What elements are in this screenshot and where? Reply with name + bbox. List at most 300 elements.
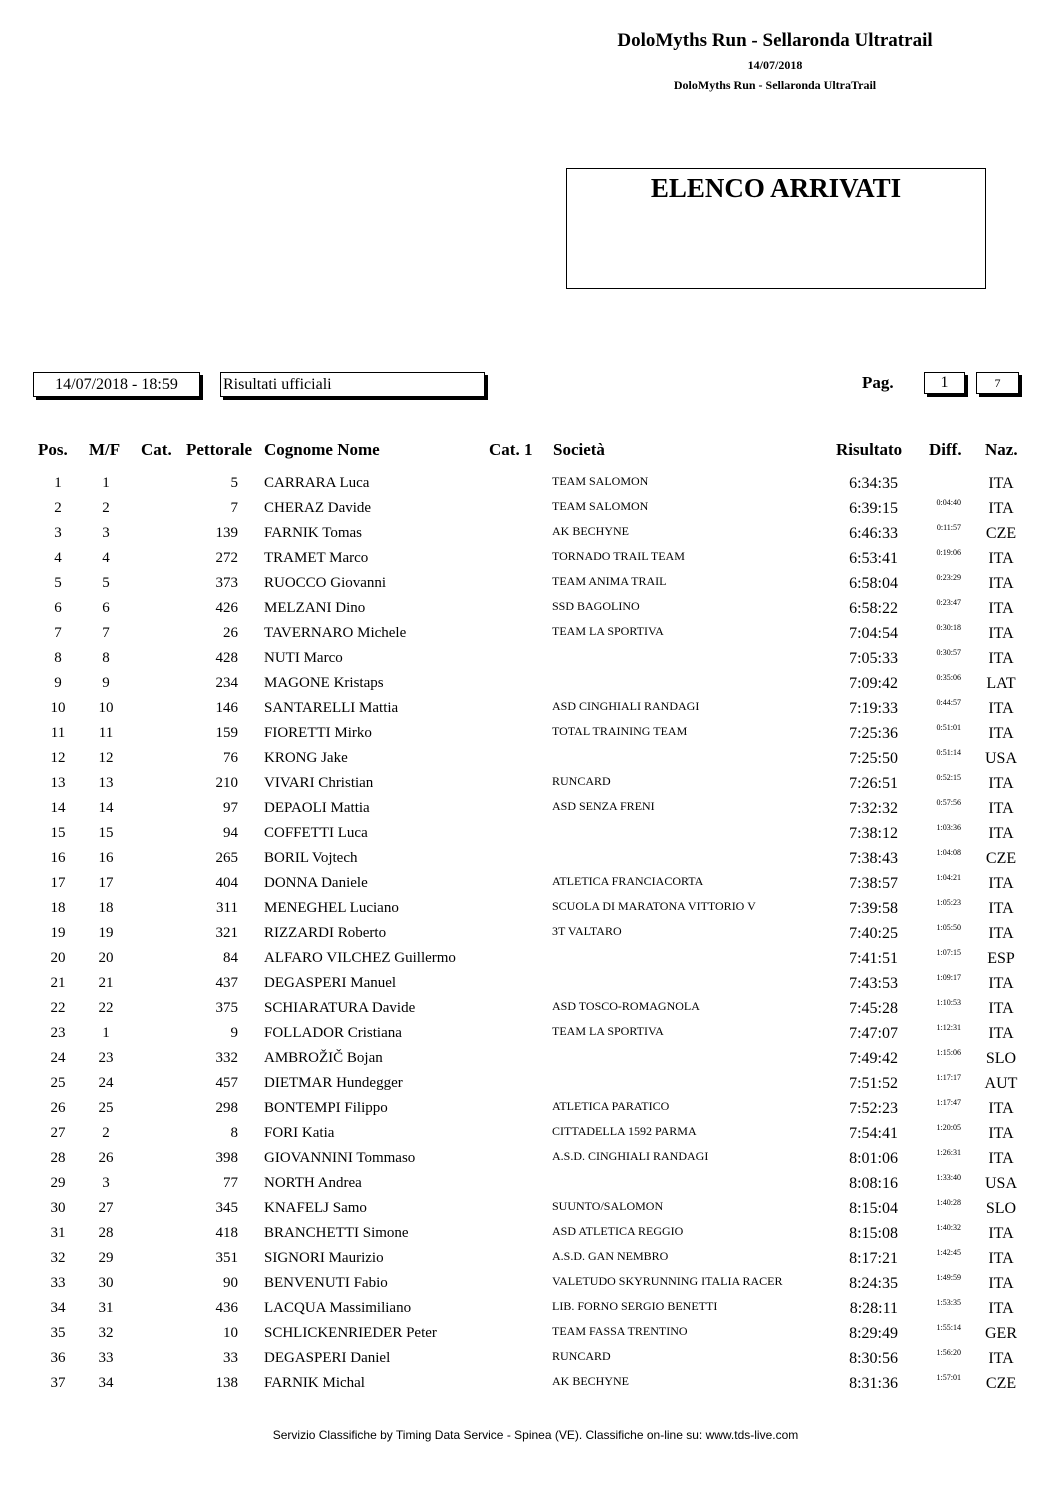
table-row (0, 822, 1059, 847)
cell-name: ALFARO VILCHEZ Guillermo (264, 950, 456, 966)
cell-name: KRONG Jake (264, 750, 348, 766)
cell-time: 6:39:15 (849, 500, 898, 517)
col-header-bib: Pettorale (186, 440, 253, 459)
cell-name: DEGASPERI Daniel (264, 1350, 391, 1366)
cell-mf: 5 (102, 575, 110, 591)
datetime-box: 14/07/2018 - 18:59 (33, 372, 200, 397)
cell-naz: ITA (988, 975, 1014, 992)
cell-time: 7:39:58 (849, 900, 898, 917)
cell-name: BENVENUTI Fabio (264, 1275, 388, 1291)
cell-naz: USA (984, 750, 1017, 767)
cell-time: 7:51:52 (849, 1075, 898, 1092)
cell-pos: 24 (50, 1050, 66, 1066)
cell-diff: 0:30:57 (936, 648, 961, 657)
cell-mf: 8 (102, 650, 110, 666)
cell-bib: 321 (215, 925, 238, 941)
cell-mf: 22 (98, 1000, 114, 1016)
cell-time: 8:15:04 (849, 1200, 898, 1217)
cell-diff: 1:40:32 (936, 1223, 961, 1232)
cell-club: RUNCARD (552, 1349, 611, 1363)
cell-bib: 139 (215, 525, 238, 541)
cell-time: 7:54:41 (849, 1125, 898, 1142)
cell-diff: 0:11:57 (936, 523, 961, 532)
cell-name: TAVERNARO Michele (264, 625, 407, 641)
cell-time: 7:52:23 (849, 1100, 898, 1117)
cell-diff: 1:55:14 (936, 1323, 961, 1332)
cell-diff: 1:05:50 (936, 923, 961, 932)
table-row (0, 597, 1059, 622)
cell-pos: 25 (50, 1075, 66, 1091)
cell-name: FORI Katia (264, 1125, 335, 1141)
cell-name: DEGASPERI Manuel (264, 975, 397, 991)
cell-naz: ITA (988, 1100, 1014, 1117)
cell-name: KNAFELJ Samo (264, 1200, 367, 1216)
col-header-club: Società (553, 440, 605, 459)
cell-naz: ITA (988, 875, 1014, 892)
cell-pos: 12 (50, 750, 66, 766)
cell-mf: 34 (98, 1375, 114, 1391)
cell-diff: 1:40:28 (936, 1198, 961, 1207)
cell-bib: 146 (215, 700, 238, 716)
cell-mf: 27 (98, 1200, 114, 1216)
cell-mf: 20 (98, 950, 114, 966)
cell-naz: ITA (988, 1225, 1014, 1242)
table-row (0, 522, 1059, 547)
cell-pos: 21 (50, 975, 66, 991)
cell-pos: 18 (50, 900, 66, 916)
cell-diff: 0:51:14 (936, 748, 961, 757)
cell-bib: 298 (215, 1100, 238, 1116)
cell-pos: 1 (54, 475, 62, 491)
cell-bib: 94 (223, 825, 238, 841)
cell-time: 7:38:12 (849, 825, 898, 842)
cell-pos: 30 (50, 1200, 66, 1216)
cell-club: ATLETICA FRANCIACORTA (552, 874, 704, 888)
cell-diff: 1:04:21 (936, 873, 961, 882)
table-row (0, 547, 1059, 572)
cell-diff: 1:10:53 (936, 998, 961, 1007)
cell-mf: 17 (98, 875, 114, 891)
cell-bib: 398 (215, 1150, 238, 1166)
cell-diff: 1:56:20 (936, 1348, 961, 1357)
cell-name: BRANCHETTI Simone (264, 1225, 409, 1241)
table-row (0, 1347, 1059, 1372)
cell-naz: CZE (985, 525, 1017, 542)
cell-diff: 1:53:35 (936, 1298, 961, 1307)
cell-naz: CZE (985, 850, 1017, 867)
list-title: ELENCO ARRIVATI (650, 173, 902, 203)
table-row (0, 747, 1059, 772)
cell-bib: 437 (215, 975, 238, 991)
cell-time: 8:15:08 (849, 1225, 898, 1242)
cell-naz: ITA (988, 700, 1014, 717)
cell-club: TEAM SALOMON (552, 499, 649, 513)
cell-club: TOTAL TRAINING TEAM (552, 724, 688, 738)
cell-diff: 1:15:06 (936, 1048, 961, 1057)
cell-name: AMBROŽIČ Bojan (264, 1050, 383, 1066)
event-title: DoloMyths Run - Sellaronda Ultratrail (617, 30, 933, 51)
cell-mf: 14 (98, 800, 114, 816)
cell-club: VALETUDO SKYRUNNING ITALIA RACER (552, 1274, 783, 1288)
cell-diff: 0:52:15 (936, 773, 961, 782)
cell-diff: 1:03:36 (936, 823, 961, 832)
cell-mf: 1 (102, 1025, 110, 1041)
cell-bib: 426 (215, 600, 238, 616)
cell-name: BONTEMPI Filippo (264, 1100, 388, 1116)
cell-diff: 1:17:17 (936, 1073, 961, 1082)
cell-mf: 29 (98, 1250, 114, 1266)
cell-diff: 0:23:29 (936, 573, 961, 582)
table-row (0, 1372, 1059, 1397)
cell-naz: LAT (986, 675, 1016, 692)
cell-club: CITTADELLA 1592 PARMA (552, 1124, 697, 1138)
table-row (0, 972, 1059, 997)
cell-name: NUTI Marco (264, 650, 343, 666)
table-row (0, 947, 1059, 972)
cell-pos: 8 (54, 650, 62, 666)
cell-diff: 0:23:47 (936, 598, 961, 607)
cell-club: A.S.D. GAN NEMBRO (552, 1249, 669, 1263)
cell-pos: 3 (54, 525, 62, 541)
cell-name: LACQUA Massimiliano (264, 1300, 412, 1316)
cell-club: ASD CINGHIALI RANDAGI (552, 699, 700, 713)
cell-diff: 1:09:17 (936, 973, 961, 982)
cell-time: 7:49:42 (849, 1050, 898, 1067)
cell-diff: 1:05:23 (936, 898, 961, 907)
col-header-cat1: Cat. 1 (489, 440, 533, 459)
cell-bib: 311 (216, 900, 238, 916)
cell-diff: 0:30:18 (936, 623, 961, 632)
cell-mf: 16 (98, 850, 114, 866)
cell-naz: SLO (985, 1200, 1017, 1217)
cell-mf: 4 (102, 550, 110, 566)
cell-naz: GER (985, 1325, 1017, 1342)
cell-naz: ITA (988, 550, 1014, 567)
cell-bib: 159 (215, 725, 238, 741)
cell-name: DONNA Daniele (264, 875, 368, 891)
cell-name: NORTH Andrea (264, 1175, 362, 1191)
cell-bib: 373 (215, 575, 238, 591)
cell-bib: 375 (215, 1000, 238, 1016)
cell-time: 7:40:25 (849, 925, 898, 942)
cell-bib: 76 (223, 750, 238, 766)
status-box: Risultati ufficiali (220, 372, 485, 397)
cell-club: TEAM FASSA TRENTINO (552, 1324, 688, 1338)
cell-naz: ITA (988, 1250, 1014, 1267)
table-row (0, 1072, 1059, 1097)
cell-name: VIVARI Christian (264, 775, 374, 791)
cell-naz: ITA (988, 650, 1014, 667)
cell-club: ASD ATLETICA REGGIO (552, 1224, 684, 1238)
cell-time: 6:53:41 (849, 550, 898, 567)
cell-mf: 25 (98, 1100, 114, 1116)
cell-name: SIGNORI Maurizio (264, 1250, 384, 1266)
cell-name: SANTARELLI Mattia (264, 700, 399, 716)
cell-name: RUOCCO Giovanni (264, 575, 387, 591)
table-row (0, 1147, 1059, 1172)
cell-bib: 265 (215, 850, 238, 866)
cell-mf: 10 (98, 700, 114, 716)
cell-name: GIOVANNINI Tommaso (264, 1150, 416, 1166)
table-row (0, 772, 1059, 797)
cell-bib: 7 (230, 500, 238, 516)
cell-mf: 24 (98, 1075, 114, 1091)
cell-mf: 15 (98, 825, 114, 841)
cell-mf: 32 (98, 1325, 114, 1341)
cell-pos: 20 (50, 950, 66, 966)
cell-diff: 0:51:01 (936, 723, 961, 732)
cell-time: 7:41:51 (849, 950, 898, 967)
cell-name: DEPAOLI Mattia (264, 800, 370, 816)
table-row (0, 1022, 1059, 1047)
cell-time: 8:08:16 (849, 1175, 898, 1192)
cell-naz: ITA (988, 725, 1014, 742)
cell-pos: 4 (54, 550, 62, 566)
cell-time: 8:30:56 (849, 1350, 898, 1367)
cell-diff: 1:17:47 (936, 1098, 961, 1107)
cell-time: 7:45:28 (849, 1000, 898, 1017)
cell-pos: 23 (50, 1025, 66, 1041)
cell-pos: 14 (50, 800, 66, 816)
cell-diff: 1:20:05 (936, 1123, 961, 1132)
table-row (0, 997, 1059, 1022)
cell-naz: ITA (988, 575, 1014, 592)
cell-club: A.S.D. CINGHIALI RANDAGI (552, 1149, 709, 1163)
cell-name: COFFETTI Luca (264, 825, 368, 841)
total-pages: 7 (976, 372, 1019, 394)
cell-time: 8:24:35 (849, 1275, 898, 1292)
cell-pos: 34 (50, 1300, 66, 1316)
table-row (0, 672, 1059, 697)
cell-diff: 1:42:45 (936, 1248, 961, 1257)
cell-mf: 18 (98, 900, 114, 916)
cell-naz: ITA (988, 1150, 1014, 1167)
cell-mf: 12 (98, 750, 114, 766)
cell-time: 7:47:07 (849, 1025, 898, 1042)
cell-pos: 11 (50, 725, 66, 741)
cell-pos: 16 (50, 850, 66, 866)
cell-mf: 26 (98, 1150, 114, 1166)
cell-mf: 23 (98, 1050, 114, 1066)
cell-club: LIB. FORNO SERGIO BENETTI (552, 1299, 718, 1313)
table-row (0, 572, 1059, 597)
table-row (0, 872, 1059, 897)
col-header-cat: Cat. (141, 440, 172, 459)
cell-naz: ITA (988, 1350, 1014, 1367)
cell-mf: 2 (102, 500, 110, 516)
event-subtitle: DoloMyths Run - Sellaronda UltraTrail (673, 78, 877, 92)
cell-bib: 457 (215, 1075, 238, 1091)
col-header-diff: Diff. (929, 440, 962, 459)
cell-pos: 10 (50, 700, 66, 716)
cell-club: TEAM ANIMA TRAIL (552, 574, 667, 588)
cell-mf: 7 (102, 625, 110, 641)
cell-mf: 13 (98, 775, 114, 791)
cell-name: FIORETTI Mirko (264, 725, 372, 741)
cell-naz: ITA (988, 1125, 1014, 1142)
cell-club: ATLETICA PARATICO (552, 1099, 670, 1113)
cell-pos: 5 (54, 575, 62, 591)
cell-time: 7:19:33 (849, 700, 898, 717)
cell-time: 7:32:32 (849, 800, 898, 817)
cell-bib: 90 (223, 1275, 238, 1291)
cell-time: 8:01:06 (849, 1150, 898, 1167)
cell-naz: ITA (988, 500, 1014, 517)
cell-club: TEAM LA SPORTIVA (552, 624, 664, 638)
table-row (0, 697, 1059, 722)
cell-name: FOLLADOR Cristiana (264, 1025, 402, 1041)
cell-name: FARNIK Michal (264, 1375, 365, 1391)
cell-pos: 22 (50, 1000, 66, 1016)
page-label: Pag. (862, 373, 894, 392)
cell-pos: 7 (54, 625, 62, 641)
cell-bib: 77 (223, 1175, 238, 1191)
table-row (0, 1172, 1059, 1197)
cell-naz: ITA (988, 900, 1014, 917)
cell-name: MELZANI Dino (264, 600, 366, 616)
cell-name: RIZZARDI Roberto (264, 925, 387, 941)
cell-club: TORNADO TRAIL TEAM (552, 549, 685, 563)
cell-pos: 36 (50, 1350, 66, 1366)
cell-name: MENEGHEL Luciano (264, 900, 399, 916)
cell-pos: 35 (50, 1325, 66, 1341)
table-row (0, 797, 1059, 822)
cell-club: ASD SENZA FRENI (552, 799, 655, 813)
cell-naz: ITA (988, 1300, 1014, 1317)
cell-diff: 1:26:31 (936, 1148, 961, 1157)
cell-naz: ITA (988, 825, 1014, 842)
cell-diff: 0:35:06 (936, 673, 961, 682)
cell-naz: AUT (984, 1075, 1018, 1092)
cell-bib: 351 (215, 1250, 238, 1266)
cell-pos: 19 (50, 925, 66, 941)
cell-pos: 2 (54, 500, 62, 516)
cell-time: 6:34:35 (849, 475, 898, 492)
cell-bib: 26 (223, 625, 238, 641)
cell-mf: 19 (98, 925, 114, 941)
cell-naz: ITA (988, 925, 1014, 942)
cell-pos: 31 (50, 1225, 66, 1241)
cell-bib: 8 (230, 1125, 238, 1141)
cell-naz: ITA (988, 1025, 1014, 1042)
cell-diff: 1:33:40 (936, 1173, 961, 1182)
table-row (0, 472, 1059, 497)
cell-mf: 6 (102, 600, 110, 616)
table-row (0, 622, 1059, 647)
cell-time: 7:04:54 (849, 625, 898, 642)
table-row (0, 1222, 1059, 1247)
cell-bib: 138 (215, 1375, 238, 1391)
cell-name: FARNIK Tomas (264, 525, 362, 541)
cell-name: MAGONE Kristaps (264, 675, 384, 691)
cell-diff: 1:12:31 (936, 1023, 961, 1032)
cell-naz: SLO (985, 1050, 1017, 1067)
cell-diff: 1:49:59 (936, 1273, 961, 1282)
col-header-time: Risultato (836, 440, 903, 459)
cell-time: 7:43:53 (849, 975, 898, 992)
cell-club: RUNCARD (552, 774, 611, 788)
cell-diff: 0:19:06 (936, 548, 961, 557)
cell-diff: 0:57:56 (936, 798, 961, 807)
cell-naz: ITA (988, 475, 1014, 492)
cell-pos: 13 (50, 775, 66, 791)
cell-time: 6:46:33 (849, 525, 898, 542)
table-row (0, 1297, 1059, 1322)
cell-bib: 210 (215, 775, 238, 791)
cell-name: CARRARA Luca (264, 475, 370, 491)
cell-bib: 428 (215, 650, 238, 666)
cell-pos: 6 (54, 600, 62, 616)
cell-time: 8:17:21 (849, 1250, 898, 1267)
table-row (0, 647, 1059, 672)
cell-naz: ITA (988, 800, 1014, 817)
cell-mf: 2 (102, 1125, 110, 1141)
cell-club: AK BECHYNE (552, 524, 629, 538)
event-date: 14/07/2018 (747, 58, 803, 72)
cell-mf: 33 (98, 1350, 114, 1366)
col-header-name: Cognome Nome (264, 440, 380, 459)
cell-pos: 32 (50, 1250, 66, 1266)
cell-bib: 404 (215, 875, 238, 891)
cell-name: CHERAZ Davide (264, 500, 372, 516)
cell-bib: 234 (215, 675, 238, 691)
cell-pos: 17 (50, 875, 66, 891)
cell-time: 7:26:51 (849, 775, 898, 792)
table-row (0, 897, 1059, 922)
footer-text: Servizio Classifiche by Timing Data Service - Spinea (VE). Classifiche on-line su: www.tds-live.com (272, 1428, 799, 1442)
cell-naz: USA (984, 1175, 1017, 1192)
cell-diff: 1:07:15 (936, 948, 961, 957)
cell-time: 7:25:50 (849, 750, 898, 767)
cell-pos: 9 (54, 675, 62, 691)
cell-bib: 332 (215, 1050, 238, 1066)
cell-naz: ITA (988, 600, 1014, 617)
cell-mf: 21 (98, 975, 114, 991)
cell-bib: 9 (230, 1025, 238, 1041)
cell-club: 3T VALTARO (552, 924, 622, 938)
cell-time: 7:05:33 (849, 650, 898, 667)
cell-naz: ESP (987, 950, 1015, 967)
cell-time: 8:29:49 (849, 1325, 898, 1342)
table-row (0, 1322, 1059, 1347)
page-number: 1 (924, 372, 965, 394)
col-header-naz: Naz. (985, 440, 1018, 459)
cell-time: 8:31:36 (849, 1375, 898, 1392)
cell-pos: 27 (50, 1125, 66, 1141)
cell-club: TEAM LA SPORTIVA (552, 1024, 664, 1038)
table-row (0, 1247, 1059, 1272)
cell-name: DIETMAR Hundegger (264, 1075, 403, 1091)
cell-club: AK BECHYNE (552, 1374, 629, 1388)
cell-pos: 15 (50, 825, 66, 841)
cell-naz: CZE (985, 1375, 1017, 1392)
cell-club: ASD TOSCO-ROMAGNOLA (552, 999, 700, 1013)
cell-diff: 0:44:57 (936, 698, 961, 707)
cell-naz: ITA (988, 625, 1014, 642)
table-row (0, 1197, 1059, 1222)
cell-mf: 28 (98, 1225, 114, 1241)
cell-name: SCHLICKENRIEDER Peter (264, 1325, 437, 1341)
cell-bib: 10 (223, 1325, 238, 1341)
cell-naz: ITA (988, 1000, 1014, 1017)
col-header-mf: M/F (89, 440, 121, 459)
cell-time: 7:38:43 (849, 850, 898, 867)
cell-bib: 84 (223, 950, 238, 966)
table-row (0, 722, 1059, 747)
cell-bib: 5 (230, 475, 238, 491)
cell-mf: 3 (102, 525, 110, 541)
cell-time: 6:58:22 (849, 600, 898, 617)
